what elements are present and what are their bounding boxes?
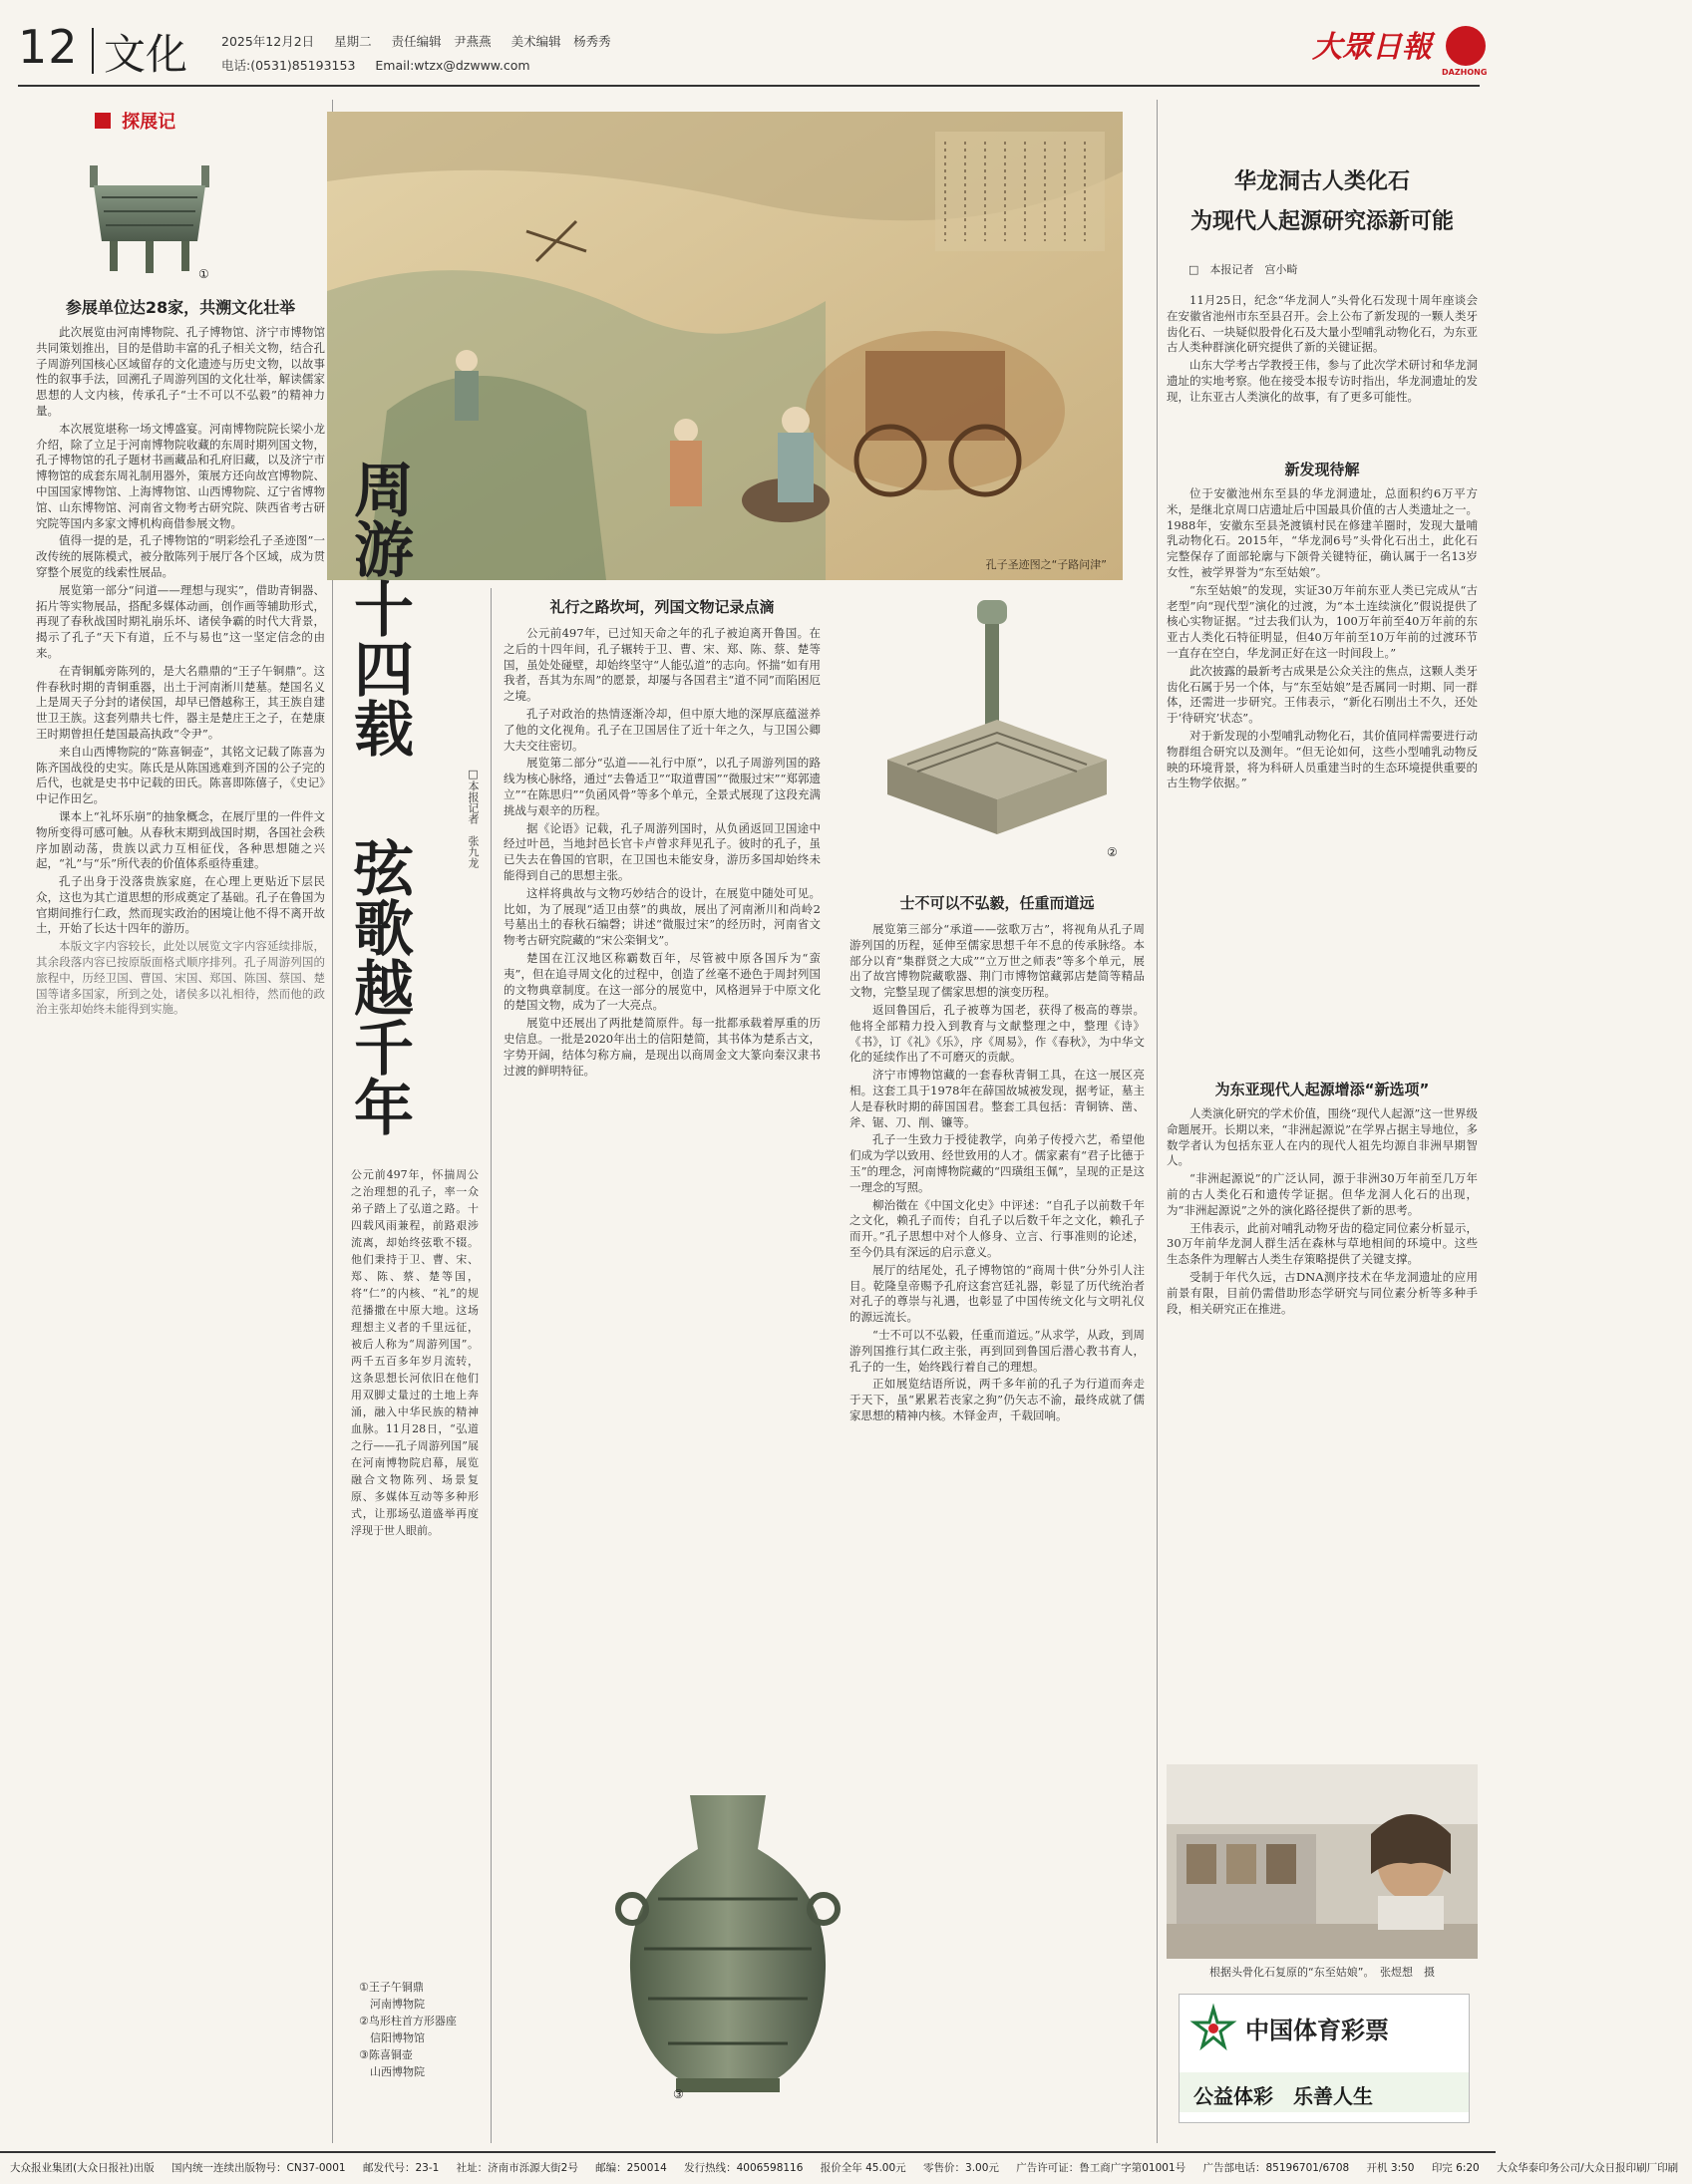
center-subhead: 礼行之路坎坷，列国文物记录点滴 xyxy=(549,598,775,616)
right-paragraph: 此次披露的最新考古成果是公众关注的焦点，这颗人类牙齿化石属于另一个体，与“东至姑娘”是否属同一时期、同一群体，还需进一步研究。王伟表示，“新化石刚出土不久，还处于‘待研究’状态”。 xyxy=(1167,663,1478,726)
photo-caption: 根据头骨化石复原的“东至姑娘”。 张煜想 摄 xyxy=(1209,1966,1435,1979)
middle-body xyxy=(504,626,821,1772)
center-right-paragraph: 展览第三部分“承道——弦歌万古”，将视角从孔子周游列国的历程，延伸至儒家思想千年不息的传承脉络。本部分以育“集群贤之大成”“立万世之师表”等多个单元，展出了故宫博物院藏歌器、荆门市博物馆藏郭店楚简等精品文物，完整呈现了儒家思想的演变历程。 xyxy=(849,922,1145,1000)
ad-title: 中国体育彩票 xyxy=(1245,2017,1389,2044)
middle-paragraph: 这样将典故与文物巧妙结合的设计，在展览中随处可见。比如，为了展现“适卫由蔡”的典故，展出了河南淅川和尚岭2号墓出土的春秋石编磬；讲述“微服过宋”的经历时，河南省文物考古研究院藏的“宋公栾铜戈”。 xyxy=(504,885,821,948)
left-paragraph: 本次展览堪称一场文博盛宴。河南博物院院长梁小龙介绍，除了立足于河南博物院收藏的东周时期列国文物，孔子博物馆的孔子题材书画藏品和孔府旧藏，以及济宁市博物馆的成套东周礼制用器外，策展方还向故宫博物院、中国国家博物馆、上海博物馆、山西博物院、辽宁省博物馆、山东博物馆、河南省文物考古研究院、陕西省考古研究院等国内多家文博机构商借参展文物。 xyxy=(36,421,325,530)
caption-line: 信阳博物馆 xyxy=(359,2031,425,2044)
footer xyxy=(0,2151,1679,2184)
right-paragraph: 对于新发现的小型哺乳动物化石，其价值同样需要进行动物群组合研究以及测年。“但无论如何，这些小型哺乳动物反映的环境背景，将为科研人员重建当时的生态环境提供重要的古生物学依据。” xyxy=(1167,728,1478,790)
right-section2 xyxy=(1167,1106,1478,1625)
footer-address: 社址：济南市泺源大街2号 xyxy=(456,2162,578,2174)
right-subhead-2: 为东亚现代人起源增添“新选项” xyxy=(1214,1081,1430,1098)
right-headline-line1: 华龙洞古人类化石 xyxy=(1233,169,1410,194)
right-paragraph: 王伟表示，此前对哺乳动物牙齿的稳定同位素分析显示，30万年前华龙洞人群生活在森林与草地相间的环境中。这些生态条件为理解古人类生存策略提供了关键支撑。 xyxy=(1167,1220,1478,1267)
wangziwu-ding-photo xyxy=(80,150,219,279)
lottery-star-icon xyxy=(1191,2007,1235,2050)
contact-email[interactable]: Email:wtzx@dzwww.com xyxy=(375,58,530,73)
figure-captions xyxy=(359,1979,499,2080)
center-subhead-2: 士不可以不弘毅，任重而道远 xyxy=(899,894,1095,912)
left-subhead: 参展单位达28家，共溯文化壮举 xyxy=(65,298,296,317)
logo-english: DAZHONG xyxy=(1442,68,1488,77)
left-paragraph: 孔子出身于没落贵族家庭，在心理上更贴近下层民众，这也为其亡道思想的形成奠定了基础。孔子在鲁国为官期间推行仁政，然而现实政治的困境让他不得不离开故土，开始了长达十四年的游历。 xyxy=(36,874,325,936)
footer-cn: 国内统一连续出版物号：CN37-0001 xyxy=(171,2162,346,2174)
ad-slogan: 公益体彩 乐善人生 xyxy=(1193,2084,1373,2108)
masthead-meta-line2 xyxy=(221,56,546,74)
right-paragraph: 11月25日，纪念“华龙洞人”头骨化石发现十周年座谈会在安徽省池州市东至县召开。会上公布了新发现的一颗人类牙齿化石、一块疑似股骨化石及大量小型哺乳动物化石，为东亚古人类种群演化研究提供了新的关键证据。 xyxy=(1167,293,1478,355)
middle-paragraph: 楚国在江汉地区称霸数百年，尽管被中原各国斥为“蛮夷”，但在追寻周文化的过程中，创造了丝毫不逊色于周封列国的文物典章制度。在这一部分的展览中，风格迥异于中原文化的楚国文物，成为了一大亮点。 xyxy=(504,950,821,1013)
headline-line2: 弦歌越千年 xyxy=(344,837,414,1136)
column-tag xyxy=(95,108,214,132)
middle-paragraph: 据《论语》记载，孔子周游列国时，从负函返回卫国途中经过叶邑，当地封邑长官卡卢曾求拜见孔子。彼时的孔子，虽已失去在鲁国的官职，在卫国也未能安身，游历多国却始终未能得到自己的思想主张。 xyxy=(504,820,821,882)
right-paragraph: 受制于年代久远，古DNA测序技术在华龙洞遗址的应用前景有限，目前仍需借助形态学研究与同位素分析等多种手段，相关研究正在推进。 xyxy=(1167,1269,1478,1316)
newspaper-logo: 大眾日報 xyxy=(1312,30,1432,65)
logo-emblem-icon xyxy=(1446,26,1486,66)
footer-postal: 邮发代号：23-1 xyxy=(362,2162,440,2174)
caption-line: ①王子午铜鼎 xyxy=(359,1981,424,1994)
left-paragraph: 课本上“礼坏乐崩”的抽象概念，在展厅里的一件件文物所变得可感可触。从春秋末期到战国时期，各国社会秩序加剧动荡，贵族以武力互相征伐，各种思想随之兴起，“礼”与“乐”所代表的价值体系亟待重建。 xyxy=(36,808,325,871)
left-paragraph: 本版文字内容较长，此处以展览文字内容延续排版，其余段落内容已按原版面格式顺序排列。孔子周游列国的旅程中，历经卫国、曹国、宋国、郑国、陈国、蔡国、楚国等诸多国家，所到之处，诸侯多以礼相待，然而他的政治主张却始终未能得到实施。 xyxy=(36,939,325,1017)
painting-caption: 孔子圣迹图之“子路问津” xyxy=(985,558,1107,571)
right-subhead-1: 新发现待解 xyxy=(1284,461,1360,478)
footer-start-time: 开机 3:50 xyxy=(1366,2162,1415,2174)
fig1-number: ① xyxy=(198,267,209,281)
middle-paragraph: 展览中还展出了两批楚简原件。每一批都承载着厚重的历史信息。一批是2020年出土的信阳楚简，其书体为楚系古文，字势开阔，结体匀称方扁，是现出以商周金文大篆向秦汉隶书过渡的鲜明特征。 xyxy=(504,1016,821,1078)
right-section1 xyxy=(1167,486,1478,1075)
right-paragraph: “东至姑娘”的发现，实证30万年前东亚人类已完成从“古老型”向“现代型”演化的过渡，为“本土连续演化”假说提供了核心实物证据。“过去我们认为，100万年前至40万年前的东亚古人类化石特征明显，但40万年前至10万年前的过渡环节一直存在空白，华龙洞正好在这一时间段上。” xyxy=(1167,582,1478,660)
center-right-paragraph: 正如展览结语所说，两千多年前的孔子为行道而奔走于天下，虽“累累若丧家之狗”仍矢志不渝，最终成就了儒家思想的精神内核。木铎金声，千载回响。 xyxy=(849,1377,1145,1422)
right-paragraph: 人类演化研究的学术价值，围绕“现代人起源”这一世界级命题展开。长期以来，“非洲起源说”在学界占据主导地位，多数学者认为包括东亚人在内的现代人祖先均源自非洲早期智人。 xyxy=(1167,1106,1478,1168)
column-tag-icon xyxy=(95,113,111,129)
fig2-number: ② xyxy=(1107,845,1118,859)
masthead-divider xyxy=(92,28,94,74)
center-right-paragraph: “士不可以不弘毅，任重而道远。”从求学，从政，到周游列国推行其仁政主张，再到回到鲁国后潜心教书育人，孔子的一生，始终践行着自己的理想。 xyxy=(849,1327,1145,1374)
center-right-paragraph: 柳治徵在《中国文化史》中评述：“自孔子以前数千年之文化，赖孔子而传；自孔子以后数千年之文化，赖孔子而开。”孔子思想中对个人修身、立言、行事准则的论述，至今仍具有深远的启示意义。 xyxy=(849,1197,1145,1259)
masthead xyxy=(0,0,1496,82)
right-paragraph: “非洲起源说”的广泛认同，源于非洲30万年前至几万年前的古人类化石和遗传学证据。但华龙洞人化石的出现，为“非洲起源说”之外的演化路径提供了新的思考。 xyxy=(1167,1171,1478,1217)
summary-text: 公元前497年，怀揣周公之治理想的孔子，率一众弟子踏上了弘道之路。十四载风雨兼程，前路艰涉流离，却始终弦歌不辍。他们秉持于卫、曹、宋、郑、陈、蔡、楚等国，将“仁”的内核、“礼”的规范播撒在中原大地。这场理想主义者的千里远征，被后人称为“周游列国”。两千五百多年岁月流转，这条思想长河依旧在他们用双脚丈量过的土地上奔涌，融入中华民族的精神血脉。11月28日，“弘道之行——孔子周游列国”展在河南博物院启幕，展览融合文物陈列、场景复原、多媒体互动等多种形式，让那场弘道盛举再度浮现于世人眼前。 xyxy=(351,1168,479,1537)
lottery-ad[interactable] xyxy=(1179,1994,1470,2123)
right-paragraph: 山东大学考古学教授王伟，参与了此次学术研讨和华龙洞遗址的实地考察。他在接受本报专访时指出，华龙洞遗址的发现，让东亚古人类演化的故事，有了更多可能性。 xyxy=(1167,358,1478,404)
chenxi-bronze-hu-photo xyxy=(598,1779,857,2098)
contact-phone: 电话:(0531)85193153 xyxy=(221,58,356,73)
responsible-editor: 责任编辑 尹燕燕 xyxy=(391,34,492,49)
column-rule xyxy=(491,588,492,2143)
left-paragraph: 来自山西博物院的“陈喜铜壶”，其铭文记载了陈喜为陈齐国战役的史实。陈氏是从陈国逃难到齐国的公子完的后代，也就是史书中记载的田氏。陈喜即陈僖子，《史记》中记作田乞。 xyxy=(36,744,325,806)
footer-publisher: 大众报业集团(大众日报社)出版 xyxy=(10,2162,155,2174)
masthead-meta-line1 xyxy=(221,32,627,50)
fig3-number: ③ xyxy=(673,2087,684,2101)
left-paragraph: 值得一提的是，孔子博物馆的“明彩绘孔子圣迹图”一改传统的展陈模式，被分散陈列于展厅各个区域，成为贯穿整个展览的线索性展品。 xyxy=(36,533,325,579)
issue-date: 2025年12月2日 xyxy=(221,34,315,49)
center-right-paragraph: 返回鲁国后，孔子被尊为国老，获得了极高的尊崇。他将全部精力投入到教育与文献整理之中，整理《诗》《书》，订《礼》《乐》，序《周易》，作《春秋》，为中华文化的延续作出了不可磨灭的贡献。 xyxy=(849,1002,1145,1065)
page-number: 12 xyxy=(18,20,79,74)
center-right-paragraph: 济宁市博物馆藏的一套春秋青铜工具，在这一展区亮相。这套工具于1978年在薛国故城被发现，据考证，墓主人是春秋时期的薛国国君。整套工具包括：青铜锛、凿、斧、锯、刀、削、镰等。 xyxy=(849,1068,1145,1129)
footer-hotline: 发行热线：4006598116 xyxy=(684,2162,804,2174)
bird-pillar-stand-photo xyxy=(847,590,1147,864)
footer-price-single: 零售价：3.00元 xyxy=(923,2162,999,2174)
column-tag-label: 探展记 xyxy=(122,112,176,133)
summary-box xyxy=(351,1166,479,1724)
middle-paragraph: 公元前497年，已过知天命之年的孔子被迫离开鲁国。在之后的十四年间，孔子辗转于卫、曹、宋、郑、陈、蔡、楚等国，虽处处碰壁，却始终坚守“人能弘道”的志向。怀揣“如有用我者，吾其为东周”的愿景，却屡与各国君主“道不同”而陷困厄之境。 xyxy=(504,626,821,704)
footer-printer: 大众华泰印务公司/大众日报印刷厂印刷 xyxy=(1497,2162,1679,2174)
center-right-paragraph: 展厅的结尾处，孔子博物馆的“商周十供”分外引人注目。乾隆皇帝赐予孔府这套宫廷礼器，彰显了历代统治者对孔子的尊崇与礼遇，也彰显了中国传统文化与文明礼仪的源远流长。 xyxy=(849,1262,1145,1325)
right-paragraph: 位于安徽池州东至县的华龙洞遗址，总面积约6万平方米，是继北京周口店遗址后中国最具价值的古人类遗址之一。1988年，安徽东至县尧渡镇村民在修建羊圈时，发现大量哺乳动物化石。2015年，“华龙洞6号”头骨化石出土，此化石完整保存了面部轮廓与下颌骨关键特征，确认属于一名13岁女性，被学界誉为“东至姑娘”。 xyxy=(1167,486,1478,579)
footer-ad-license: 广告许可证：鲁工商广字第01001号 xyxy=(1016,2162,1186,2174)
caption-line: ②鸟形柱首方形器座 xyxy=(359,2015,457,2028)
ad-slogan-band xyxy=(1180,2072,1469,2112)
left-paragraph: 在青铜觚旁陈列的，是大名鼎鼎的“王子午铜鼎”。这件春秋时期的青铜重器，出土于河南淅川楚墓。楚国名义上是周天子分封的诸侯国，却早已僭越称王，其王族自建世卫王族。这套列鼎共七件，器主是楚庄王之子，在楚康王时期曾担任楚国最高执政“令尹”。 xyxy=(36,663,325,741)
art-editor: 美术编辑 杨秀秀 xyxy=(510,34,611,49)
middle-paragraph: 孔子对政治的热情逐渐冷却，但中原大地的深厚底蕴滋养了他的文化视角。孔子在卫国居住了近十年之久，与卫国公卿大夫交往密切。 xyxy=(504,706,821,753)
footer-price-year: 报价全年 45.00元 xyxy=(820,2162,906,2174)
footer-ad-phone: 广告部电话：85196701/6708 xyxy=(1202,2162,1350,2174)
right-lead xyxy=(1167,293,1478,472)
left-paragraph: 此次展览由河南博物院、孔子博物馆、济宁市博物馆共同策划推出，目的是借助丰富的孔子相关文物，结合孔子周游列国核心区域留存的文化遗迹与历史文物，以故事性的叙事手法，回溯孔子周游列国的文化壮举，解读儒家思想的人文内核，传承孔子“士不可以不弘毅”的精神力量。 xyxy=(36,325,325,418)
footer-print-time: 印完 6:20 xyxy=(1431,2162,1480,2174)
column-rule xyxy=(1157,100,1158,2143)
caption-line: 山西博物院 xyxy=(359,2065,425,2078)
footer-zip: 邮编：250014 xyxy=(595,2162,667,2174)
left-paragraph: 展览第一部分“问道——理想与现实”，借助青铜器、拓片等实物展品，搭配多媒体动画，创作画等辅助形式，再现了春秋战国时期礼崩乐坏、诸侯争霸的时代大背景，揭示了孔子“天下有道，丘不与易也”这一坚定信念的由来。 xyxy=(36,582,325,660)
section-title: 文化 xyxy=(104,30,188,79)
dongzhi-girl-photo xyxy=(1167,1764,1478,1959)
middle-paragraph: 展览第二部分“弘道——礼行中原”，以孔子周游列国的路线为核心脉络，通过“去鲁适卫”“取道曹国”“微服过宋”“郑郭遗立”“在陈思归”“负函风骨”等多个单元，全景式展现了这段充满挑战与艰辛的历程。 xyxy=(504,756,821,817)
center-right-body xyxy=(849,922,1145,2143)
headline-line1: 周游十四载 xyxy=(344,459,414,758)
caption-line: ③陈喜铜壶 xyxy=(359,2048,413,2061)
left-body xyxy=(36,325,325,2139)
center-byline: □本报记者 张九龙 xyxy=(467,768,480,868)
right-byline: □ 本报记者 宫小畸 xyxy=(1188,263,1298,276)
confucius-painting xyxy=(327,112,1123,580)
right-headline-line2: 为现代人起源研究添新可能 xyxy=(1189,209,1454,234)
center-right-paragraph: 孔子一生致力于授徒教学，向弟子传授六艺，希望他们成为学以致用、经世致用的人才。儒家素有“君子比德于玉”的理念，河南博物院藏的“四璜组玉佩”，呈现的正是这一理念的写照。 xyxy=(849,1132,1145,1194)
caption-line: 河南博物院 xyxy=(359,1998,425,2011)
masthead-rule xyxy=(18,85,1480,87)
issue-weekday: 星期二 xyxy=(334,34,372,49)
